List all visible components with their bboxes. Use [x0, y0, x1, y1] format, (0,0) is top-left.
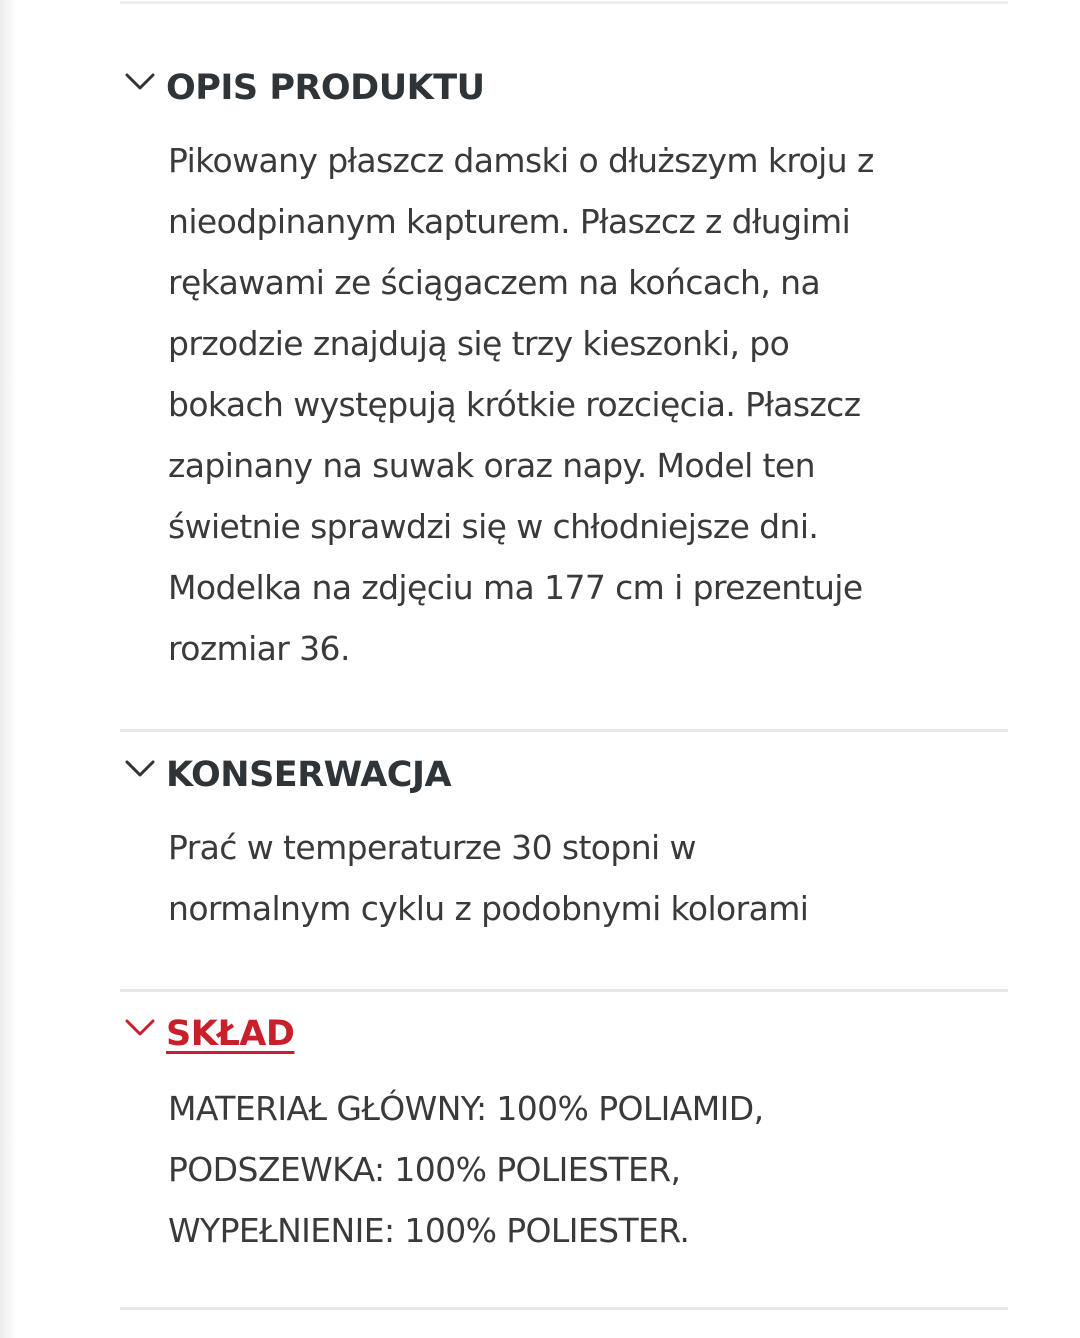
body-line: Prać w temperaturze 30 stopni w [168, 828, 696, 867]
accordion-header-composition[interactable] [120, 1012, 1008, 1056]
divider [120, 729, 1008, 732]
section-body [168, 817, 1008, 939]
body-line: przodzie znajdują się trzy kieszonki, po [168, 324, 790, 363]
divider [120, 1307, 1008, 1310]
body-line: nieodpinanym kapturem. Płaszcz z długimi [168, 202, 851, 241]
body-line: WYPEŁNIENIE: 100% POLIESTER. [168, 1211, 690, 1250]
section-title: KONSERWACJA [166, 755, 452, 795]
chevron-down-icon [124, 72, 156, 92]
body-line: Modelka na zdjęciu ma 177 cm i prezentuje [168, 568, 863, 607]
chevron-down-icon [124, 1018, 156, 1038]
chevron-down-icon [124, 759, 156, 779]
page-edge-shadow [0, 0, 16, 1338]
section-body [168, 130, 1008, 679]
body-line: MATERIAŁ GŁÓWNY: 100% POLIAMID, [168, 1089, 764, 1128]
body-line: PODSZEWKA: 100% POLIESTER, [168, 1150, 681, 1189]
section-title: OPIS PRODUKTU [166, 68, 485, 108]
body-line: normalnym cyklu z podobnymi kolorami [168, 889, 809, 928]
section-body [168, 1078, 1008, 1261]
body-line: rozmiar 36. [168, 629, 350, 668]
section-title: SKŁAD [166, 1014, 295, 1054]
accordion-header-description[interactable] [120, 66, 1008, 110]
accordion-header-care[interactable] [120, 753, 1008, 797]
divider [120, 989, 1008, 992]
divider [120, 1, 1008, 4]
body-line: Pikowany płaszcz damski o dłuższym kroju z [168, 141, 874, 180]
body-line: bokach występują krótkie rozcięcia. Płaszcz [168, 385, 861, 424]
body-line: świetnie sprawdzi się w chłodniejsze dni. [168, 507, 819, 546]
body-line: rękawami ze ściągaczem na końcach, na [168, 263, 821, 302]
body-line: zapinany na suwak oraz napy. Model ten [168, 446, 815, 485]
